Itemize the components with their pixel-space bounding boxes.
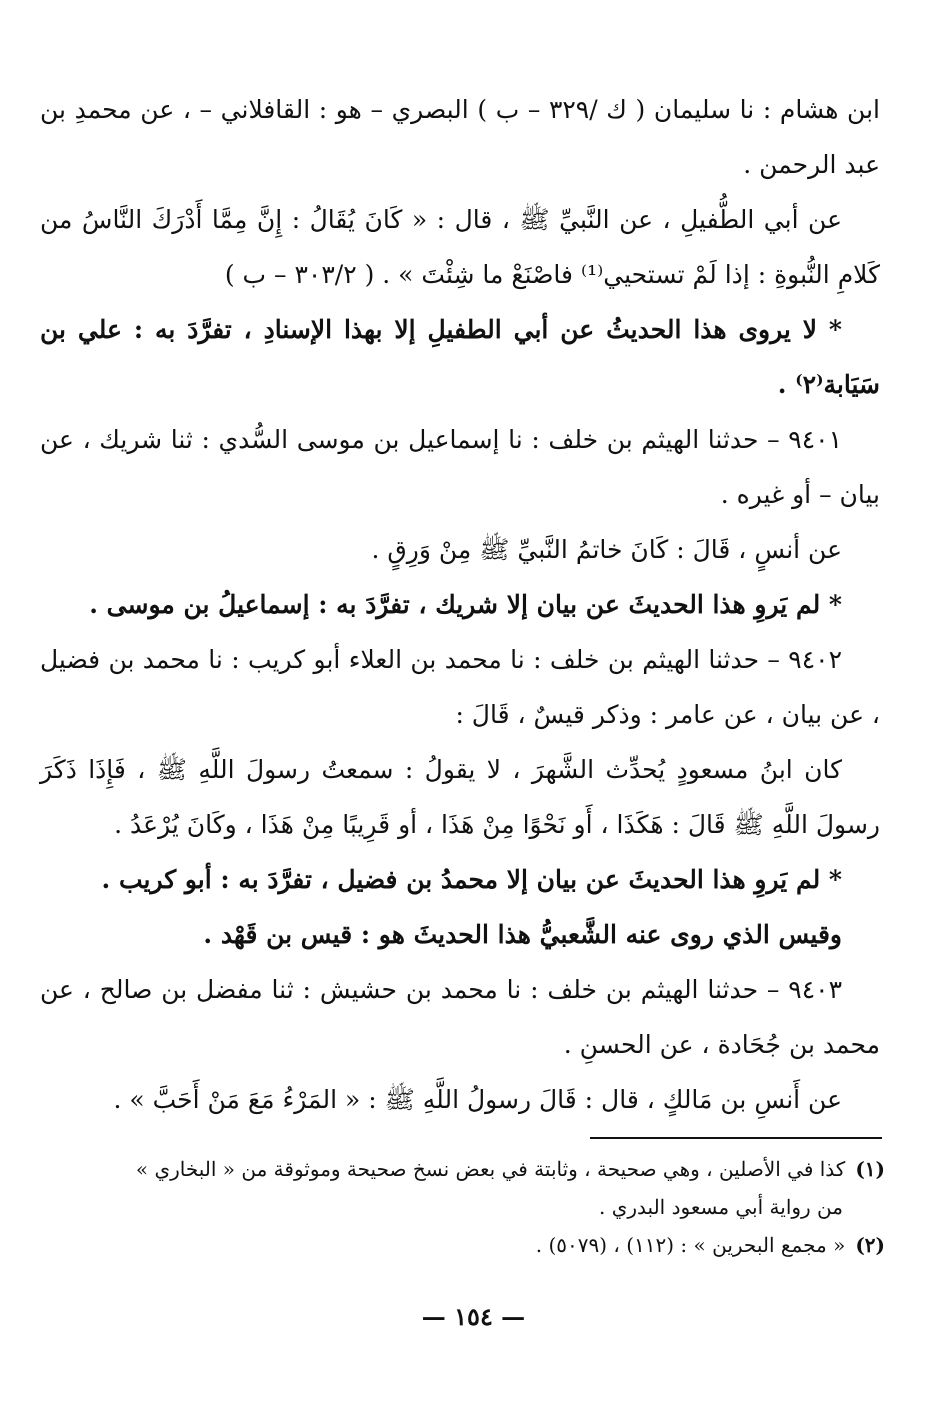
- footnote-1: [40, 1150, 885, 1188]
- footnote-2-text: « مجمع البحرين » : (١١٢) ، (٥٠٧٩) .: [535, 1233, 846, 1257]
- paragraph-hadith-9403-text: عن أَنسِ بن مَالكٍ ، قال : قَالَ رسولُ اللَّهِ ﷺ : « المَرْءُ مَعَ مَنْ أَحَبَّ » .: [113, 1085, 842, 1114]
- footnote-1-mark: (١): [855, 1157, 885, 1181]
- paragraph-isnad-continuation: ابن هشام : نا سليمان ( ك /٣٢٩ – ب ) البصري – هو : القافلاني – ، عن محمدِ بن عبد الرحمن .: [40, 95, 880, 179]
- footnote-1-continuation: من رواية أبي مسعود البدري .: [599, 1195, 843, 1219]
- paragraph-hadith-9402-note: وقيس الذي روى عنه الشَّعبيُّ هذا الحديثَ هو : قيس بن قَهْد .: [203, 920, 842, 949]
- paragraph-hadith-9401-text: عن أنسٍ ، قَالَ : كَانَ خاتمُ النَّبيِّ ﷺ مِنْ وَرِقٍ .: [371, 535, 842, 564]
- main-text: [40, 82, 880, 1127]
- paragraph-commentary: * لا يروى هذا الحديثُ عن أبي الطفيلِ إلا بهذا الإسنادِ ، تفرَّدَ به : علي بن سَيَابة⁽٢⁾ .: [40, 315, 880, 399]
- paragraph-hadith-9402-isnad: ٩٤٠٢ – حدثنا الهيثم بن خلف : نا محمد بن العلاء أبو كريب : نا محمد بن فضيل ، عن بيان ، عن عامر : وذكر قيسٌ ، قَالَ :: [40, 645, 880, 729]
- paragraph-hadith-text: عن أبي الطُّفيلِ ، عن النَّبيِّ ﷺ ، قال : « كَانَ يُقَالُ : إِنَّ مِمَّا أَدْرَكَ النَّاسُ من كَلامِ النُّبوةِ : إذا لَمْ تستحيي⁽¹⁾ فاصْنَعْ ما شِئْتَ » . ( ٣٠٣/٢ – ب ): [40, 205, 880, 289]
- footnotes: [40, 1150, 885, 1264]
- footnote-divider: [590, 1137, 882, 1139]
- paragraph-hadith-9402-text: كان ابنُ مسعودٍ يُحدِّث الشَّهرَ ، لا يقولُ : سمعتُ رسولَ اللَّهِ ﷺ ، فَإِذَا ذَكَرَ رسولَ اللَّهِ ﷺ قَالَ : هَكَذَا ، أَو نَحْوًا مِنْ هَذَا ، أو قَرِيبًا مِنْ هَذَا ، وكَانَ يُرْعَدُ .: [40, 755, 880, 839]
- paragraph-hadith-9401-isnad: ٩٤٠١ – حدثنا الهيثم بن خلف : نا إسماعيل بن موسى السُّدي : ثنا شريك ، عن بيان – أو غيره .: [40, 425, 880, 509]
- footnote-2: [40, 1226, 885, 1264]
- paragraph-hadith-9401-commentary: * لم يَروِ هذا الحديثَ عن بيان إلا شريك ، تفرَّدَ به : إسماعيلُ بن موسى .: [89, 590, 842, 619]
- paragraph-hadith-9403-isnad: ٩٤٠٣ – حدثنا الهيثم بن خلف : نا محمد بن حشيش : ثنا مفضل بن صالح ، عن محمد بن جُحَادة ، عن الحسنِ .: [40, 975, 880, 1059]
- footnote-2-mark: (٢): [855, 1233, 885, 1257]
- paragraph-hadith-9402-commentary: * لم يَروِ هذا الحديثَ عن بيان إلا محمدُ بن فضيل ، تفرَّدَ به : أبو كريب .: [101, 865, 842, 894]
- page-number: — ١٥٤ —: [421, 1302, 526, 1331]
- footnote-1-text: كذا في الأصلين ، وهي صحيحة ، وثابتة في بعض نسخ صحيحة وموثوقة من « البخاري »: [135, 1157, 846, 1181]
